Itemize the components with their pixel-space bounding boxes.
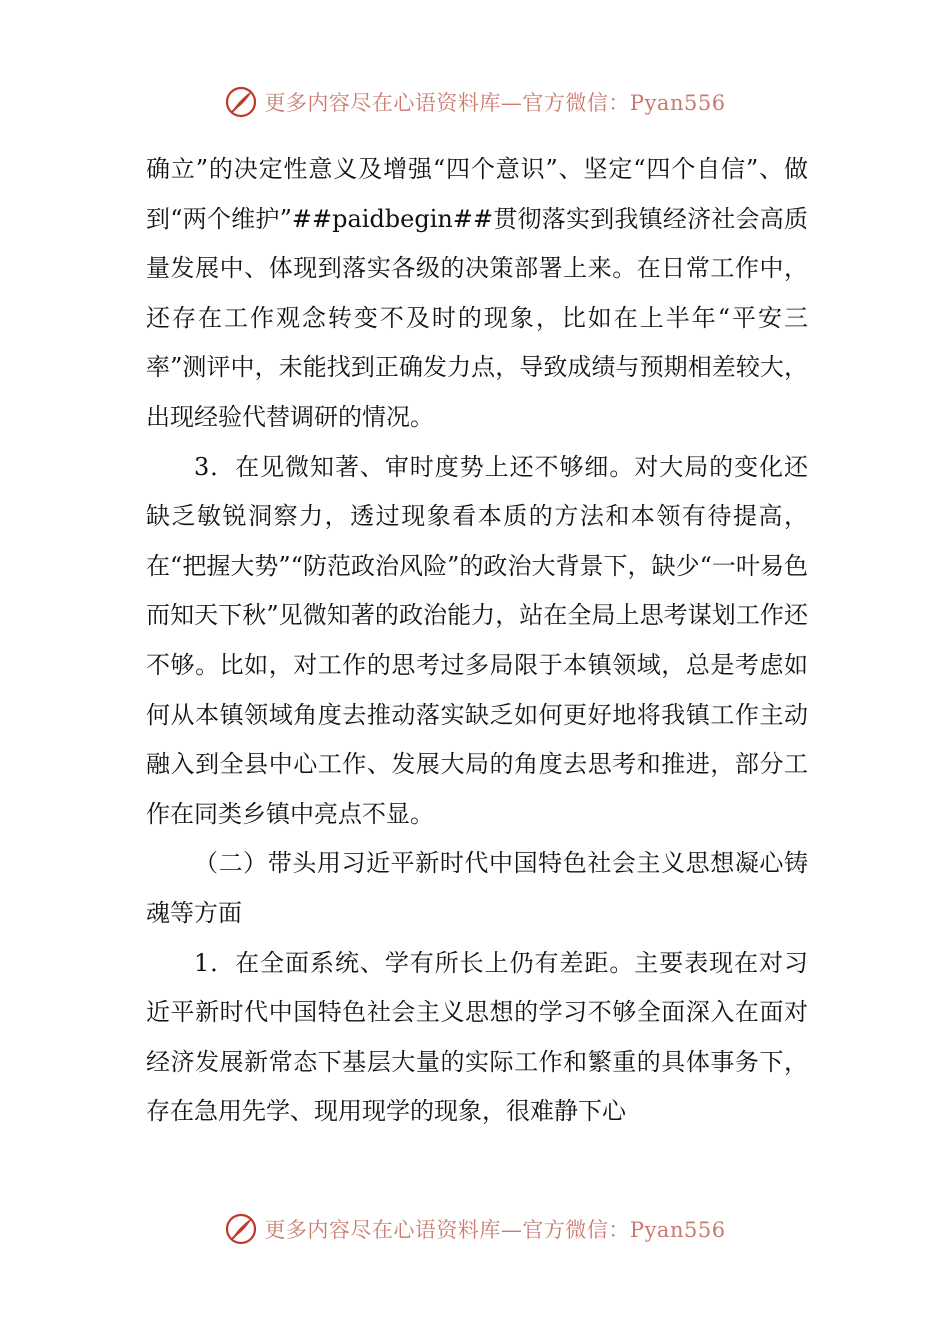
footer-banner — [0, 1209, 950, 1249]
paragraph: 3．在见微知著、审时度势上还不够细。对大局的变化还缺乏敏锐洞察力，透过现象看本质的方法和本领有待提高，在“把握大势”“防范政治风险”的政治大背景下，缺少“一叶易色而知天下秋”见微知著的政治能力，站在全局上思考谋划工作还不够。比如，对工作的思考过多局限于本镇领域，总是考虑如何从本镇领域角度去推动落实缺乏如何更好地将我镇工作主动融入到全县中心工作、发展大局的角度去思考和推进，部分工作在同类乡镇中亮点不显。 — [146, 452, 808, 828]
section-heading: （二）带头用习近平新时代中国特色社会主义思想凝心铸魂等方面 — [146, 849, 808, 927]
quill-pen-icon — [224, 1212, 258, 1246]
header-banner — [0, 82, 950, 122]
document-body — [146, 145, 808, 1137]
banner-text: 更多内容尽在心语资料库—官方微信：Pyan556 — [264, 1218, 726, 1242]
paragraph: 1．在全面系统、学有所长上仍有差距。主要表现在对习近平新时代中国特色社会主义思想的学习不够全面深入在面对经济发展新常态下基层大量的实际工作和繁重的具体事务下，存在急用先学、现用现学的现象，很难静下心 — [146, 948, 808, 1126]
banner-text: 更多内容尽在心语资料库—官方微信：Pyan556 — [264, 91, 726, 115]
paragraph: 确立”的决定性意义及增强“四个意识”、坚定“四个自信”、做到“两个维护”##paidbegin##贯彻落实到我镇经济社会高质量发展中、体现到落实各级的决策部署上来。在日常工作中，还存在工作观念转变不及时的现象，比如在上半年“平安三率”测评中，未能找到正确发力点，导致成绩与预期相差较大，出现经验代替调研的情况。 — [146, 155, 808, 431]
quill-pen-icon — [224, 85, 258, 119]
